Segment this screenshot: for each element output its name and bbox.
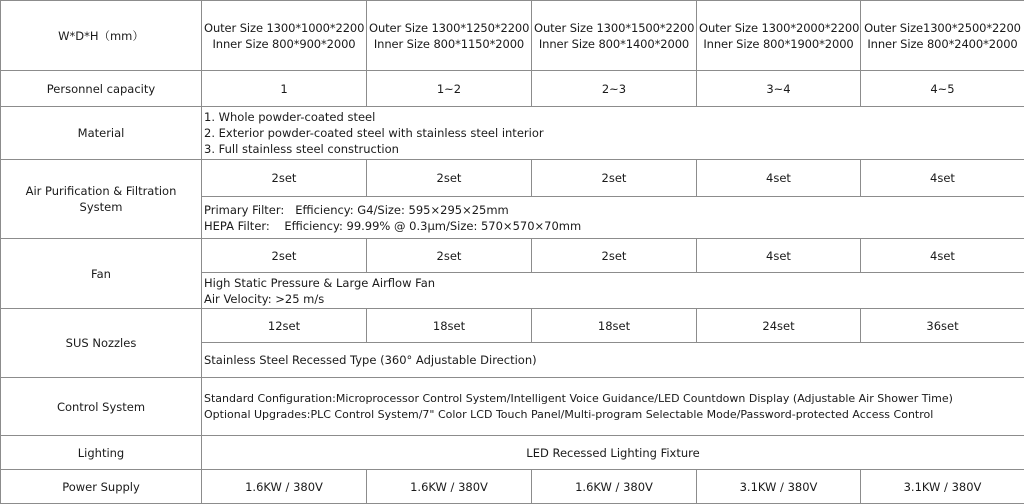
- personnel-value: 1: [202, 71, 367, 107]
- air-purification-label: Air Purification & Filtration System: [1, 160, 202, 239]
- size-cell-3: [532, 1, 697, 71]
- material-options: [202, 107, 1024, 160]
- personnel-row: [1, 71, 1024, 107]
- inner-size: Inner Size 800*1150*2000: [369, 36, 529, 52]
- fan-type: High Static Pressure & Large Airflow Fan: [204, 275, 1022, 291]
- outer-size: Outer Size 1300*2000*2200: [699, 20, 858, 36]
- control-specs: [202, 378, 1024, 436]
- nozzles-row: [1, 309, 1024, 343]
- power-label: Power Supply: [1, 470, 202, 504]
- fan-specs: [202, 273, 1024, 309]
- fan-set-count: 4set: [861, 239, 1024, 273]
- control-row: [1, 378, 1024, 436]
- inner-size: Inner Size 800*1900*2000: [699, 36, 858, 52]
- nozzle-set-count: 18set: [532, 309, 697, 343]
- inner-size: Inner Size 800*900*2000: [204, 36, 364, 52]
- power-row: [1, 470, 1024, 504]
- outer-size: Outer Size 1300*1250*2200: [369, 20, 529, 36]
- standard-configuration: Standard Configuration:Microprocessor Control System/Intelligent Voice Guidance/LED Countdown Display (Adjustable Air Shower Time): [204, 391, 1022, 407]
- nozzles-label: SUS Nozzles: [1, 309, 202, 378]
- inner-size: Inner Size 800*1400*2000: [534, 36, 694, 52]
- filter-set-count: 4set: [861, 160, 1024, 197]
- fan-label: Fan: [1, 239, 202, 309]
- size-cell-5: [861, 1, 1024, 71]
- personnel-value: 2~3: [532, 71, 697, 107]
- power-value: 1.6KW / 380V: [202, 470, 367, 504]
- material-option: 2. Exterior powder-coated steel with stainless steel interior: [204, 125, 1022, 141]
- personnel-value: 3~4: [697, 71, 861, 107]
- material-option: 1. Whole powder-coated steel: [204, 109, 1022, 125]
- lighting-label: Lighting: [1, 436, 202, 470]
- filter-set-count: 2set: [367, 160, 532, 197]
- fan-set-count: 2set: [202, 239, 367, 273]
- material-option: 3. Full stainless steel construction: [204, 141, 1022, 157]
- personnel-value: 1~2: [367, 71, 532, 107]
- size-cell-1: [202, 1, 367, 71]
- fan-row: [1, 239, 1024, 273]
- size-cell-2: [367, 1, 532, 71]
- material-label: Material: [1, 107, 202, 160]
- control-label: Control System: [1, 378, 202, 436]
- size-cell-4: [697, 1, 861, 71]
- inner-size: Inner Size 800*2400*2000: [863, 36, 1022, 52]
- nozzle-set-count: 36set: [861, 309, 1024, 343]
- outer-size: Outer Size 1300*1500*2200: [534, 20, 694, 36]
- personnel-label: Personnel capacity: [1, 71, 202, 107]
- filter-specs: [202, 197, 1024, 239]
- nozzle-set-count: 24set: [697, 309, 861, 343]
- power-value: 3.1KW / 380V: [697, 470, 861, 504]
- power-value: 1.6KW / 380V: [367, 470, 532, 504]
- nozzle-set-count: 18set: [367, 309, 532, 343]
- fan-set-count: 2set: [367, 239, 532, 273]
- lighting-row: [1, 436, 1024, 470]
- material-row: [1, 107, 1024, 160]
- fan-set-count: 2set: [532, 239, 697, 273]
- power-value: 1.6KW / 380V: [532, 470, 697, 504]
- outer-size: Outer Size1300*2500*2200: [863, 20, 1022, 36]
- nozzle-type: Stainless Steel Recessed Type (360° Adjustable Direction): [202, 343, 1024, 378]
- nozzle-set-count: 12set: [202, 309, 367, 343]
- dimensions-label: W*D*H（mm）: [1, 1, 202, 71]
- power-value: 3.1KW / 380V: [861, 470, 1024, 504]
- optional-upgrades: Optional Upgrades:PLC Control System/7" Color LCD Touch Panel/Multi-program Selectable Mode/Password-protected Access Control: [204, 407, 1022, 423]
- lighting-value: LED Recessed Lighting Fixture: [202, 436, 1024, 470]
- personnel-value: 4~5: [861, 71, 1024, 107]
- filter-set-count: 2set: [532, 160, 697, 197]
- primary-filter-spec: Primary Filter: Efficiency: G4/Size: 595×295×25mm: [204, 202, 1022, 218]
- hepa-filter-spec: HEPA Filter: Efficiency: 99.99% @ 0.3μm/Size: 570×570×70mm: [204, 218, 1022, 234]
- filter-set-count: 4set: [697, 160, 861, 197]
- fan-set-count: 4set: [697, 239, 861, 273]
- outer-size: Outer Size 1300*1000*2200: [204, 20, 364, 36]
- air-velocity: Air Velocity: >25 m/s: [204, 291, 1022, 307]
- dimensions-row: [1, 1, 1024, 71]
- filter-set-count: 2set: [202, 160, 367, 197]
- air-purification-row: [1, 160, 1024, 197]
